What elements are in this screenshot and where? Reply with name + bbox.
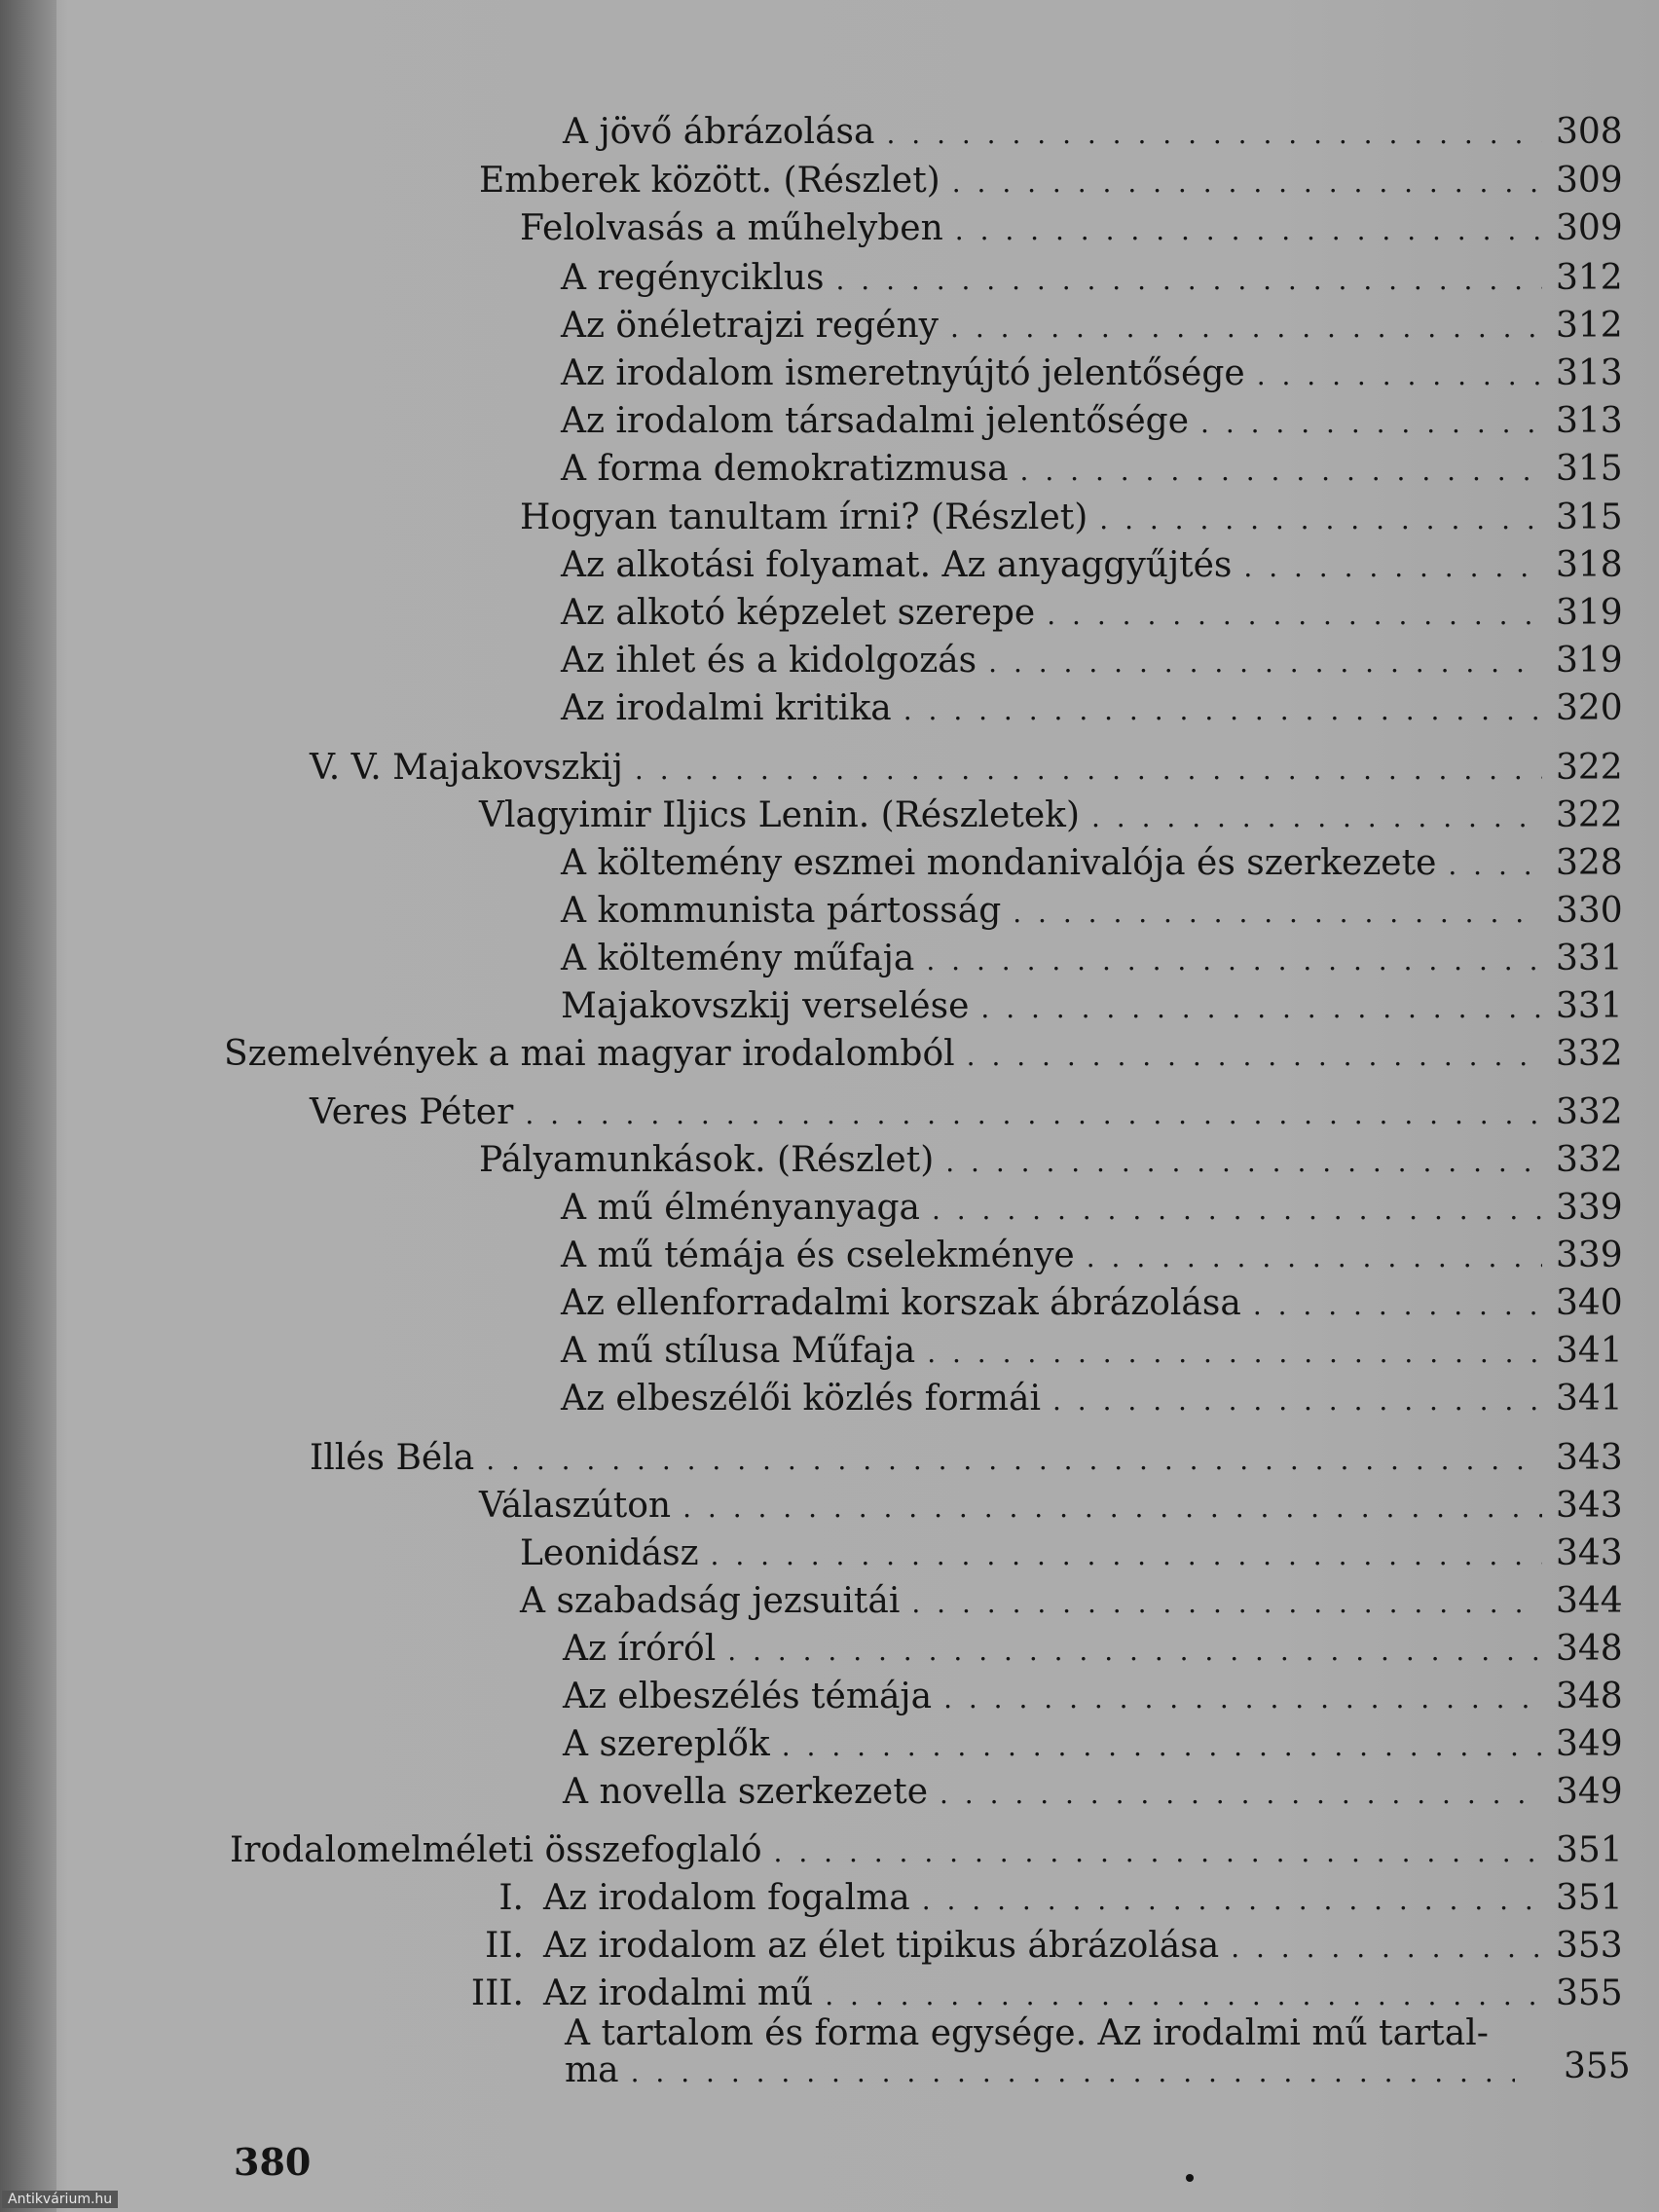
leader-dots (1448, 844, 1542, 887)
leader-dots (911, 1582, 1542, 1625)
toc-entry (563, 1676, 1623, 1720)
leader-dots (1253, 1284, 1542, 1327)
leader-dots (952, 162, 1542, 204)
leader-dots (635, 749, 1542, 792)
leader-dots (988, 642, 1542, 684)
toc-entry-page: 341 (1556, 1379, 1623, 1419)
leader-dots (1091, 796, 1542, 839)
toc-entry-page: 349 (1556, 1772, 1623, 1812)
toc-entry-title: A novella szerkezete (563, 1772, 928, 1812)
ink-spot (1186, 2174, 1194, 2182)
toc-entry-number: II. (485, 1926, 524, 1966)
toc-entry-page: 340 (1556, 1283, 1623, 1323)
toc-entry-title: V. V. Majakovszkij (310, 748, 623, 788)
toc-entry-title: Az irodalmi mű (543, 1973, 814, 2013)
toc-entry-page: 312 (1556, 258, 1623, 298)
toc-entry-title: A jövő ábrázolása (563, 112, 875, 152)
toc-entry-page: 332 (1556, 1034, 1623, 1074)
toc-entry-page: 312 (1556, 306, 1623, 346)
leader-dots (1243, 546, 1542, 589)
toc-entry (520, 207, 1623, 252)
toc-entry-title: Leonidász (520, 1533, 699, 1573)
toc-entry (561, 400, 1623, 445)
toc-entry (479, 1139, 1623, 1184)
toc-entry-page: 330 (1556, 891, 1623, 931)
toc-entry-title: Az ihlet és a kidolgozás (561, 641, 977, 681)
toc-entry-title: Irodalomelméleti összefoglaló (230, 1830, 762, 1870)
toc-entry-page: 341 (1556, 1331, 1623, 1371)
toc-entry (561, 687, 1623, 732)
toc-entry (450, 1972, 1623, 2017)
leader-dots (1052, 1380, 1542, 1422)
toc-entry-page: 349 (1556, 1724, 1623, 1764)
toc-entry-title: A kommunista pártosság (561, 891, 1002, 931)
watermark: Antikvárium.hu (2, 2191, 118, 2208)
leader-dots (525, 1093, 1542, 1136)
toc-entry (561, 1235, 1623, 1279)
toc-entry-page: 332 (1556, 1140, 1623, 1180)
toc-entry-page: 348 (1556, 1629, 1623, 1669)
toc-entry-page: 309 (1556, 208, 1623, 248)
leader-dots (1087, 1236, 1542, 1279)
toc-entry (561, 640, 1623, 684)
toc-entry (563, 1723, 1623, 1768)
toc-entry-page: 313 (1556, 353, 1623, 393)
toc-entry-title: Az irodalom fogalma (543, 1878, 910, 1918)
toc-entry (561, 305, 1623, 350)
leader-dots (1231, 1927, 1542, 1970)
toc-entry (479, 794, 1623, 839)
toc-entry-page: 328 (1556, 843, 1623, 883)
toc-entry-page: 319 (1556, 593, 1623, 633)
toc-entry-title: Vlagyimir Iljics Lenin. (Részletek) (479, 795, 1080, 835)
toc-entry-page: 308 (1556, 112, 1623, 152)
toc-entry (520, 497, 1623, 541)
toc-entry-title: Az önéletrajzi regény (561, 306, 940, 346)
toc-entry-page: 344 (1556, 1581, 1623, 1621)
leader-dots (903, 689, 1542, 732)
leader-dots (1099, 498, 1542, 541)
toc-entry-title: Az elbeszélés témája (563, 1677, 933, 1716)
toc-entry-title: A mű élményanyaga (561, 1188, 920, 1228)
toc-entry-number: III. (470, 1973, 524, 2013)
toc-entry-title: Az elbeszélői közlés formái (561, 1379, 1041, 1419)
leader-dots (943, 1677, 1542, 1720)
toc-entry-page: 315 (1556, 449, 1623, 489)
toc-entry-page: 343 (1556, 1533, 1623, 1573)
leader-dots (955, 209, 1542, 252)
page-number: 380 (234, 2140, 312, 2184)
leader-dots (945, 1141, 1542, 1184)
toc-entry-page: 318 (1556, 545, 1623, 585)
toc-entry-page: 331 (1556, 939, 1623, 978)
toc-entry-title-line2: ma (565, 2050, 619, 2090)
toc-entry (561, 1330, 1623, 1375)
toc-entry-page: 322 (1556, 748, 1623, 788)
leader-dots (1047, 594, 1542, 637)
toc-entry (561, 890, 1623, 935)
toc-entry-title: Pályamunkások. (Részlet) (479, 1140, 935, 1180)
toc-entry-title: A forma demokratizmusa (561, 449, 1009, 489)
toc-entry (561, 544, 1623, 589)
toc-entry (310, 747, 1623, 792)
toc-entry (561, 1282, 1623, 1327)
toc-entry-title: Emberek között. (Részlet) (479, 161, 940, 201)
toc-entry-title-line1: A tartalom és forma egysége. Az irodalmi mű tartal- (565, 2013, 1489, 2053)
toc-entry-page: 348 (1556, 1677, 1623, 1716)
toc-entry-page: 320 (1556, 688, 1623, 728)
toc-entry (520, 1580, 1623, 1625)
leader-dots (1200, 402, 1542, 445)
leader-dots (1020, 450, 1542, 493)
leader-dots (927, 1332, 1542, 1375)
leader-dots (825, 1974, 1542, 2017)
toc-entry (561, 448, 1623, 493)
toc-entry (563, 1771, 1623, 1816)
leader-dots (782, 1725, 1542, 1768)
leader-dots (950, 307, 1542, 350)
toc-entry-page: 313 (1556, 401, 1623, 441)
toc-entry-page: 355 (1556, 1973, 1623, 2013)
toc-entry-page: 331 (1556, 986, 1623, 1026)
toc-entry-title: A regényciklus (561, 258, 825, 298)
toc-entry-multiline (565, 2013, 1631, 2091)
toc-entry (561, 1187, 1623, 1232)
toc-entry (479, 1485, 1623, 1530)
toc-entry (561, 592, 1623, 637)
toc-entry-page: 322 (1556, 795, 1623, 835)
leader-dots (1257, 354, 1542, 397)
toc-entry (561, 985, 1623, 1030)
toc-entry (561, 352, 1623, 397)
leader-dots (836, 259, 1543, 302)
leader-dots (932, 1189, 1542, 1232)
leader-dots (980, 987, 1542, 1030)
toc-entry (561, 938, 1623, 982)
leader-dots (1013, 892, 1542, 935)
toc-entry-page: 319 (1556, 641, 1623, 681)
toc-entry (450, 1925, 1623, 1970)
toc-entry-title: A mű stílusa Műfaja (561, 1331, 916, 1371)
toc-entry-page: 351 (1556, 1830, 1623, 1870)
toc-entry-title: A mű témája és cselekménye (561, 1235, 1075, 1275)
toc-entry-title: Veres Péter (310, 1092, 514, 1132)
leader-dots (631, 2054, 1515, 2091)
toc-entry (479, 160, 1623, 204)
toc-entry-title: A költemény műfaja (561, 939, 915, 978)
toc-entry (520, 1532, 1623, 1577)
toc-entry-title: A szereplők (563, 1724, 770, 1764)
toc-entry-title: Az irodalom ismeretnyújtó jelentősége (561, 353, 1245, 393)
leader-dots (774, 1831, 1542, 1874)
toc-entry (310, 1091, 1623, 1136)
toc-entry-title: Válaszúton (479, 1486, 672, 1526)
toc-entry-page: 339 (1556, 1235, 1623, 1275)
toc-entry (224, 1033, 1623, 1078)
toc-entry-page: 339 (1556, 1188, 1623, 1228)
leader-dots (967, 1035, 1542, 1078)
toc-entry-title: Majakovszkij verselése (561, 986, 970, 1026)
toc-entry-title: Az irodalom az élet tipikus ábrázolása (543, 1926, 1220, 1966)
toc-entry (310, 1437, 1623, 1482)
toc-entry (450, 1877, 1623, 1922)
toc-entry-page: 309 (1556, 161, 1623, 201)
toc-entry (561, 842, 1623, 887)
leader-dots (711, 1534, 1542, 1577)
toc-entry-title: Szemelvények a mai magyar irodalomból (224, 1034, 955, 1074)
leader-dots (940, 1773, 1542, 1816)
toc-entry-page: 343 (1556, 1438, 1623, 1478)
leader-dots (926, 940, 1542, 982)
toc-entry-title: Az irodalmi kritika (561, 688, 892, 728)
toc-entry-page: 343 (1556, 1486, 1623, 1526)
toc-entry-title: A szabadság jezsuitái (520, 1581, 901, 1621)
toc-entry-title: A költemény eszmei mondanivalója és szerkezete (561, 843, 1437, 883)
leader-dots (486, 1439, 1542, 1482)
toc-entry-number: I. (498, 1878, 524, 1918)
toc-entry-title: Az íróról (563, 1629, 717, 1669)
toc-entry-title: Az alkotó képzelet szerepe (561, 593, 1036, 633)
toc-entry (561, 257, 1623, 302)
toc-entry-title: Az irodalom társadalmi jelentősége (561, 401, 1190, 441)
toc-entry (563, 111, 1623, 156)
toc-entry-title: Az alkotási folyamat. Az anyaggyűjtés (561, 545, 1233, 585)
toc-entry-title: Illés Béla (310, 1438, 475, 1478)
leader-dots (682, 1487, 1542, 1530)
toc-entry-title: Felolvasás a műhelyben (520, 208, 943, 248)
toc-entry-page: 332 (1556, 1092, 1623, 1132)
leader-dots (922, 1879, 1542, 1922)
leader-dots (727, 1630, 1542, 1673)
toc-entry (561, 1378, 1623, 1422)
toc-entry-page: 315 (1556, 498, 1623, 537)
toc-entry-title: Hogyan tanultam írni? (Részlet) (520, 498, 1088, 537)
toc-entry-page: 351 (1556, 1878, 1623, 1918)
toc-entry (563, 1628, 1623, 1673)
leader-dots (886, 113, 1542, 156)
toc-entry-page: 355 (1564, 2046, 1631, 2086)
toc-entry-title: Az ellenforradalmi korszak ábrázolása (561, 1283, 1241, 1323)
toc-entry (230, 1829, 1623, 1874)
toc-entry-page: 353 (1556, 1926, 1623, 1966)
